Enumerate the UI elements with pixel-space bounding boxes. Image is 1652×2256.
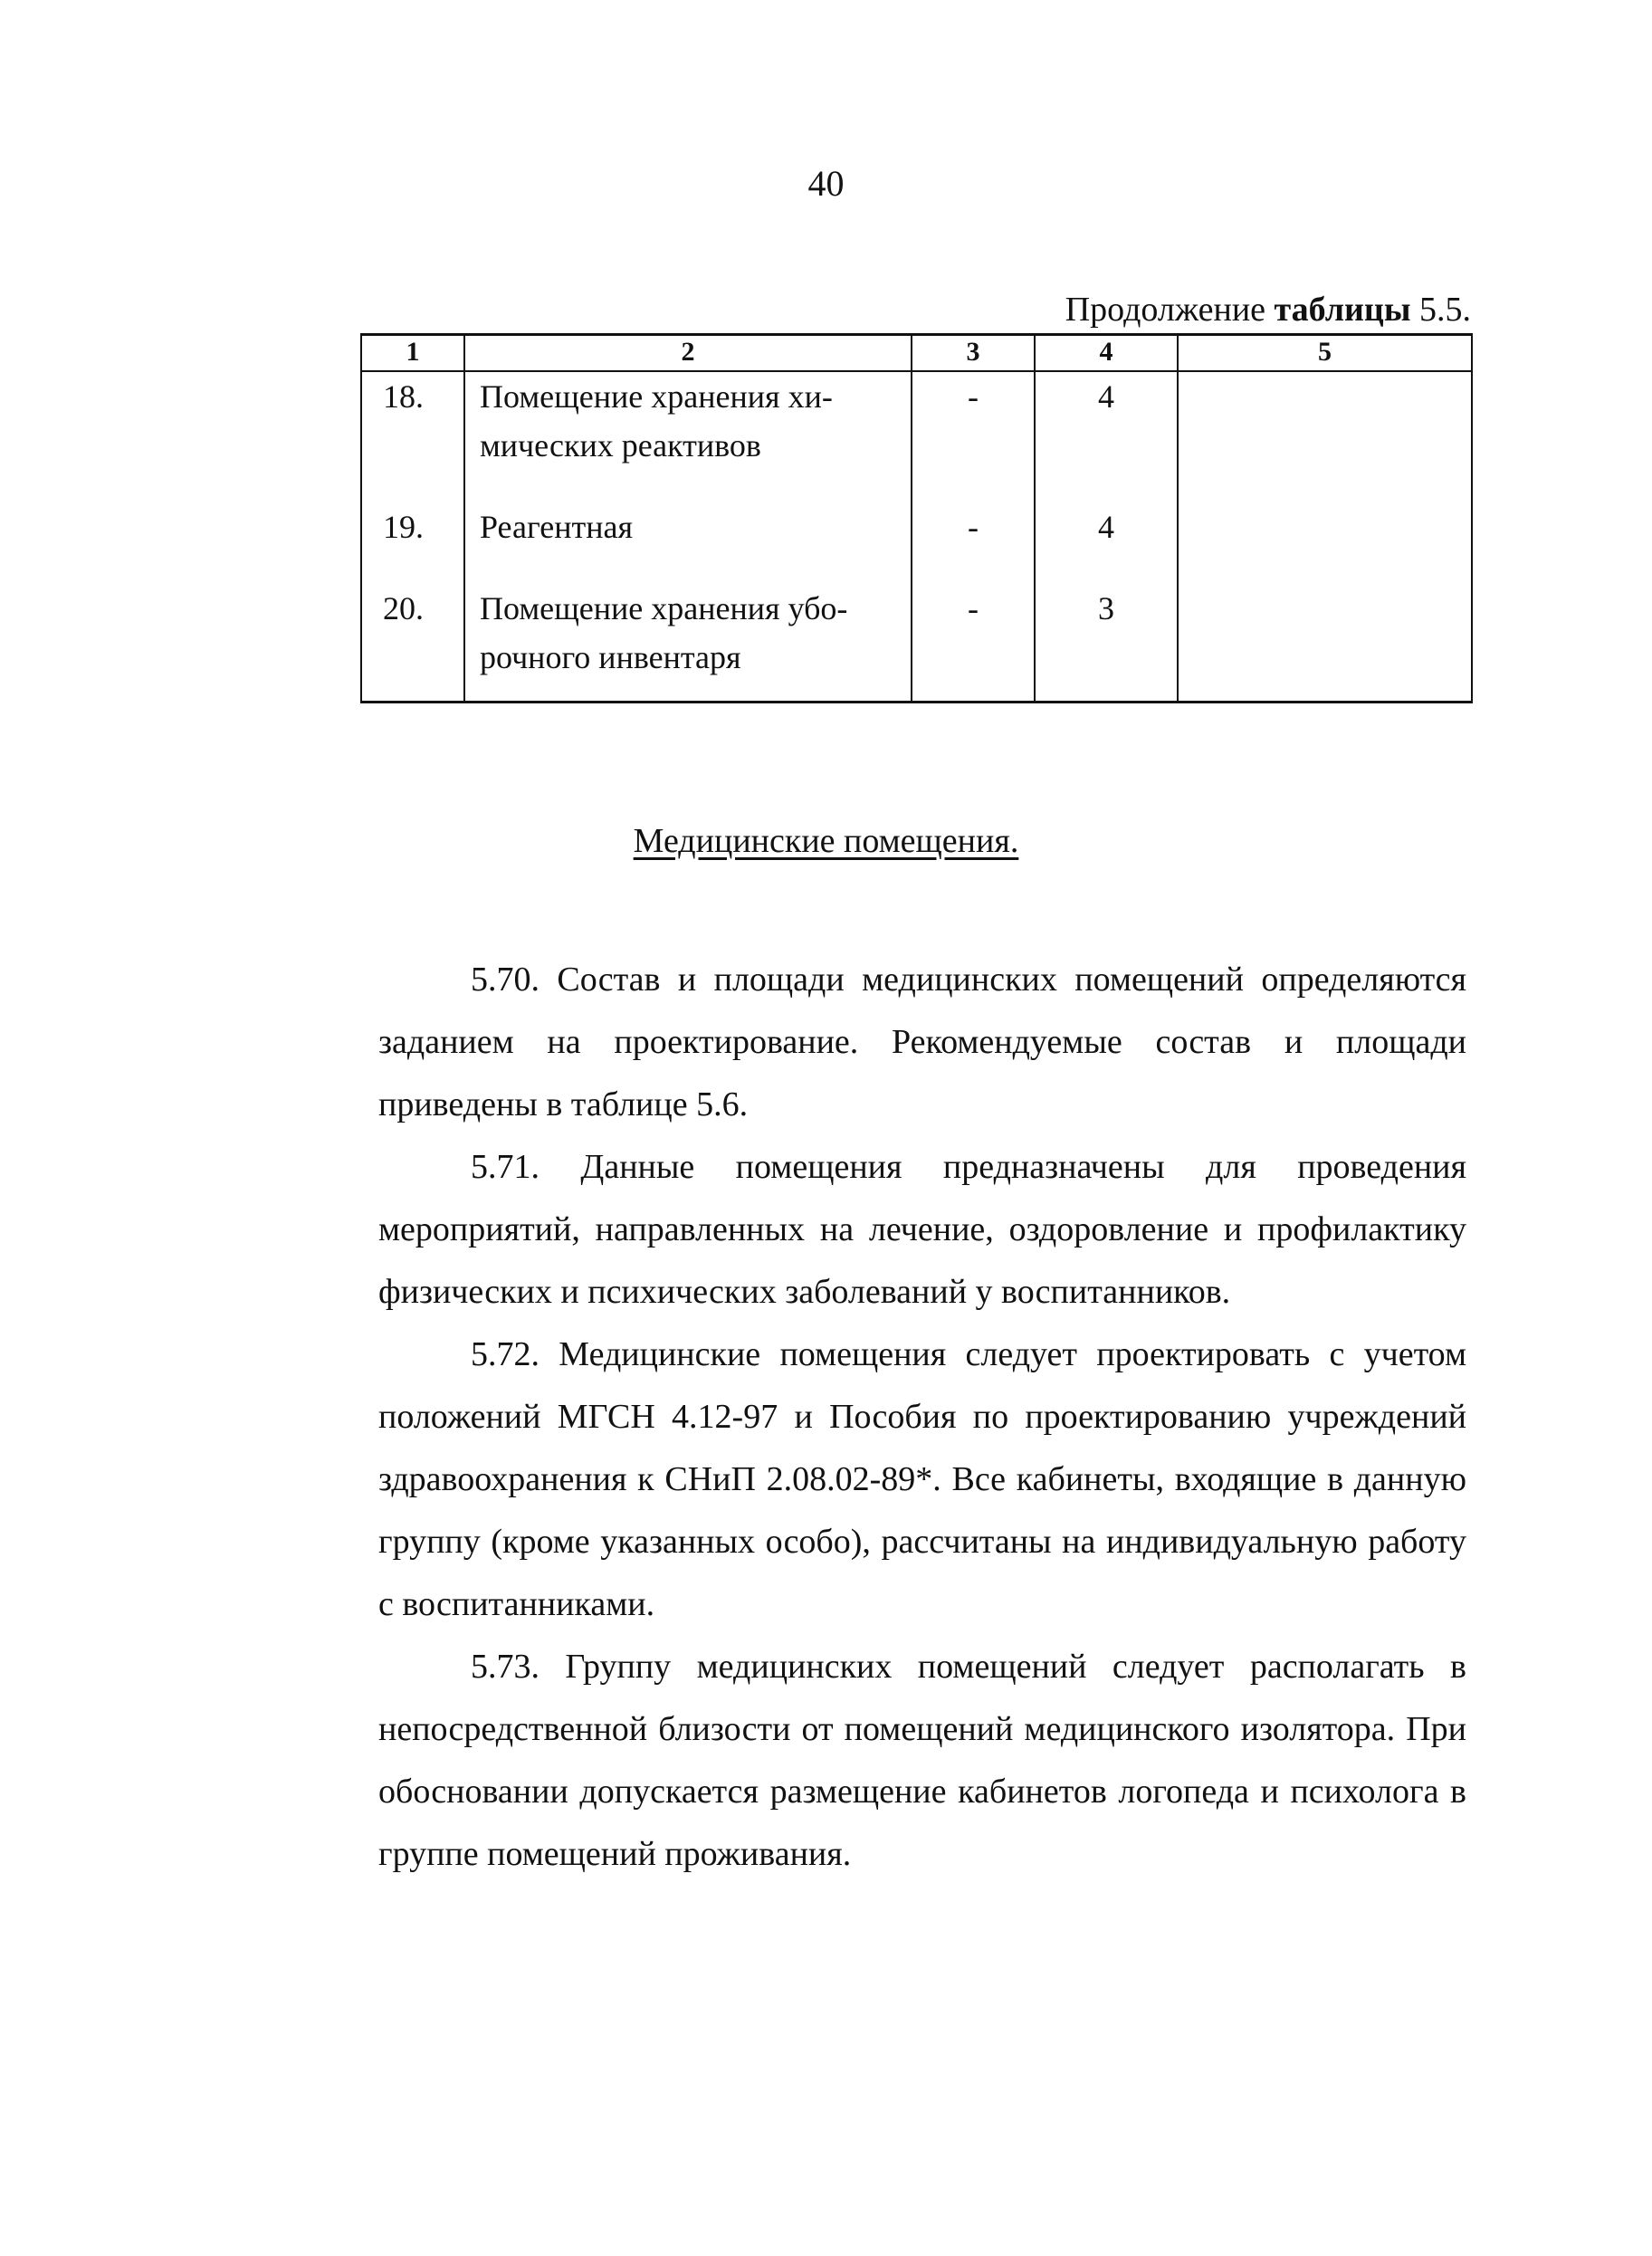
col3-value: - — [912, 584, 1035, 702]
table-header-row — [361, 335, 1472, 372]
paragraph-5-73: 5.73. Группу медицинских помещений следует располагать в непосредственной близости от помещений медицинского изолятора. При обосновании допускается размещение кабинетов логопеда и психолога в группе помещений проживания. — [378, 1648, 1466, 1873]
col3-value: - — [912, 502, 1035, 584]
col5-value — [1178, 371, 1472, 502]
paragraph-5-70: 5.70. Состав и площади медицинских помещений определяются заданием на проектирование. Рекомендуемые состав и площади приведены в таблице 5.6. — [378, 961, 1466, 1123]
col4-value: 3 — [1035, 584, 1178, 702]
page-number: 40 — [807, 163, 845, 204]
table-row — [361, 502, 1472, 584]
continuation-table — [360, 333, 1473, 703]
column-header: 5 — [1178, 335, 1472, 372]
col4-value: 4 — [1035, 371, 1178, 502]
row-number: 18. — [361, 371, 464, 502]
table-caption-lead: Продолжение — [1065, 291, 1266, 329]
table-caption-number: 5.5. — [1419, 291, 1471, 329]
room-name: Помещение хранения убо- рочного инвентаря — [464, 584, 912, 702]
room-name: Помещение хранения хи- мических реактивов — [464, 371, 912, 502]
col5-value — [1178, 584, 1472, 702]
row-number: 20. — [361, 584, 464, 702]
paragraph-5-72: 5.72. Медицинские помещения следует проектировать с учетом положений МГСН 4.12-97 и Пособия по проектированию учреждений здравоохранения к СНиП 2.08.02-89*. Все кабинеты, входящие в данную группу (кроме указанных особо), рассчитаны на индивидуальную работу с воспитанниками. — [378, 1335, 1466, 1623]
table-row — [361, 584, 1472, 702]
col3-value: - — [912, 371, 1035, 502]
row-number: 19. — [361, 502, 464, 584]
col4-value: 4 — [1035, 502, 1178, 584]
column-header: 4 — [1035, 335, 1178, 372]
section-title: Медицинские помещения. — [633, 822, 1019, 860]
column-header: 2 — [464, 335, 912, 372]
column-header: 3 — [912, 335, 1035, 372]
table-caption-word: таблицы — [1274, 291, 1411, 329]
column-header: 1 — [361, 335, 464, 372]
body-text — [378, 949, 1466, 1886]
room-name: Реагентная — [464, 502, 912, 584]
col5-value — [1178, 502, 1472, 584]
table-caption — [996, 288, 1471, 331]
paragraph-5-71: 5.71. Данные помещения предназначены для проведения мероприятий, направленных на лечение, оздоровление и профилактику физических и психических заболеваний у воспитанников. — [378, 1148, 1466, 1311]
table-row — [361, 371, 1472, 502]
